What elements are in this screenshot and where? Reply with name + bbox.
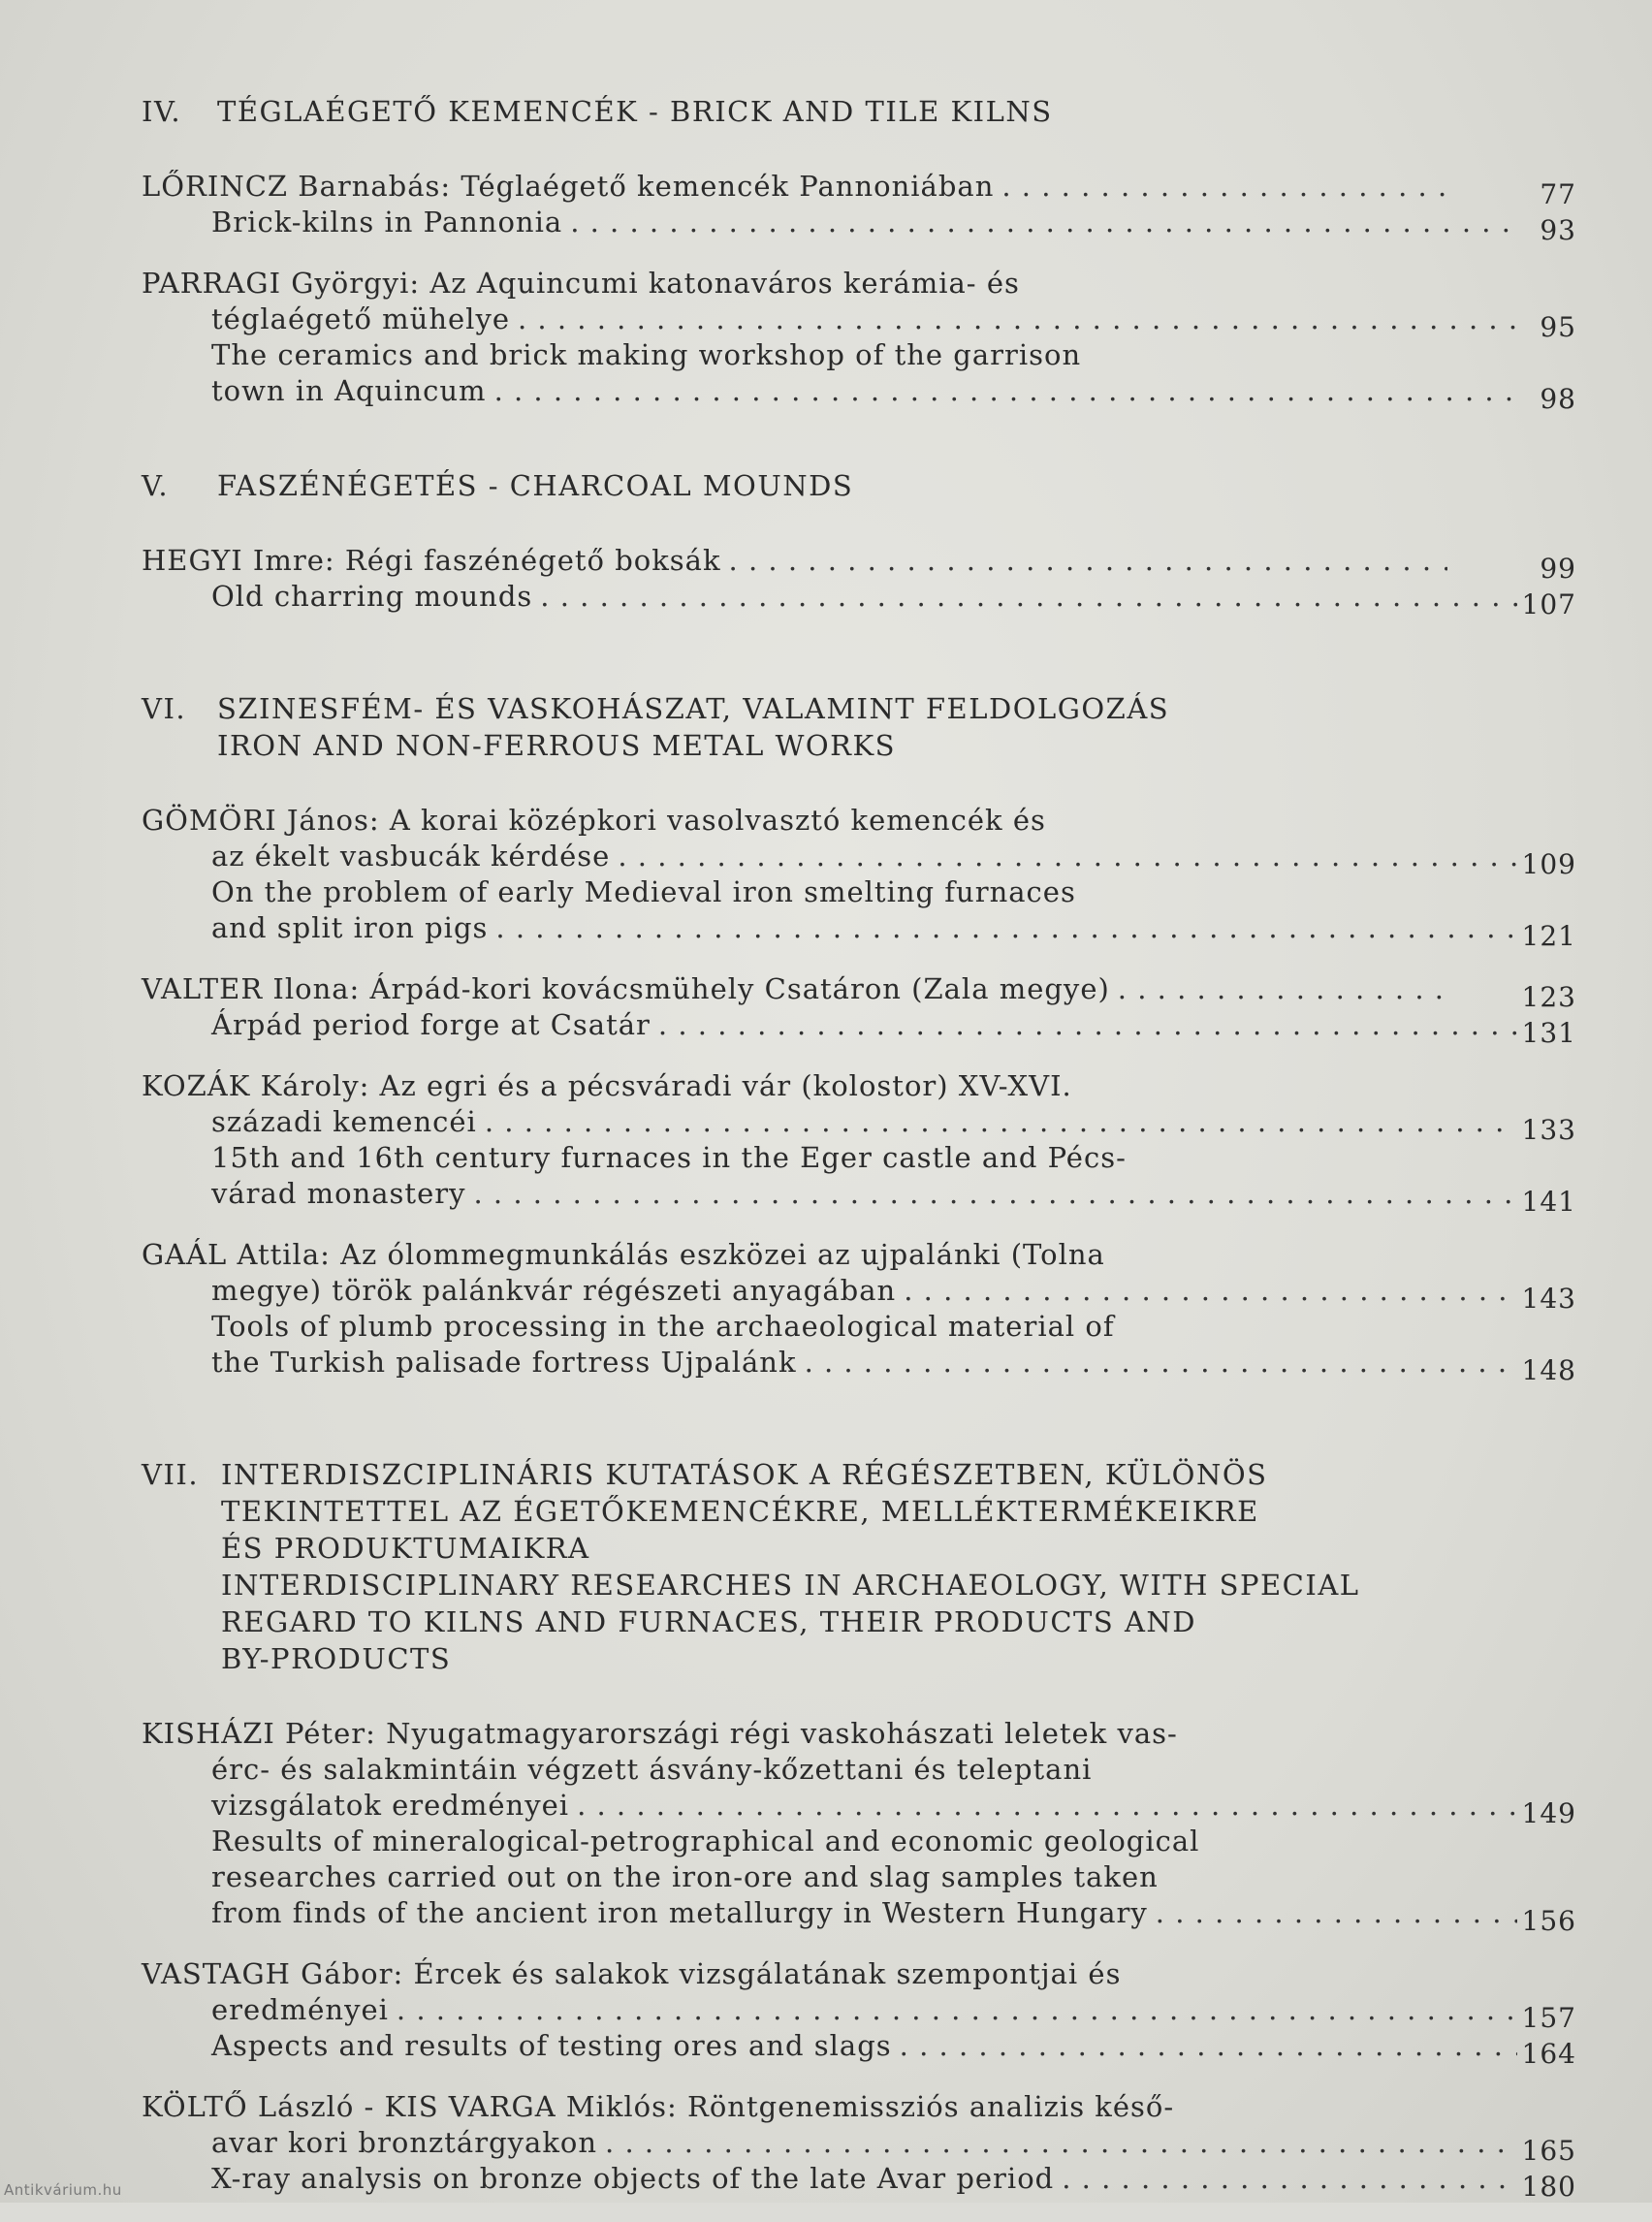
section-title-line: BY-PRODUCTS bbox=[221, 1642, 452, 1675]
toc-line bbox=[142, 169, 1576, 210]
toc-line bbox=[142, 1176, 1576, 1218]
toc-line bbox=[142, 1956, 1576, 1992]
entry-text: eredményei bbox=[211, 1993, 389, 2026]
entry-text: GÖMÖRI János: A korai középkori vasolvasztó kemencék és bbox=[142, 804, 1046, 837]
page-number: 143 bbox=[1521, 1283, 1576, 1315]
toc-line bbox=[142, 2089, 1576, 2125]
toc-line bbox=[142, 803, 1576, 839]
toc-section bbox=[142, 467, 1576, 620]
entry-text: PARRAGI Györgyi: Az Aquincumi katonaváros kerámia- és bbox=[142, 267, 1020, 300]
page-number: 141 bbox=[1521, 1186, 1576, 1218]
page-number: 98 bbox=[1540, 383, 1576, 415]
section-title-line: SZINESFÉM- ÉS VASKOHÁSZAT, VALAMINT FELDOLGOZÁS bbox=[217, 692, 1170, 725]
toc-line bbox=[142, 1824, 1576, 1859]
toc-line bbox=[142, 205, 1576, 246]
dot-leader bbox=[729, 543, 1447, 579]
toc-line bbox=[142, 971, 1576, 1013]
page-number: 109 bbox=[1521, 848, 1576, 880]
page-number: 121 bbox=[1521, 920, 1576, 952]
page-number: 149 bbox=[1521, 1797, 1576, 1829]
toc-line bbox=[142, 1859, 1576, 1895]
toc-section bbox=[142, 690, 1576, 1386]
toc-line bbox=[142, 543, 1576, 585]
entry-text: and split iron pigs bbox=[211, 911, 489, 944]
dot-leader bbox=[605, 2125, 1517, 2161]
entry-text: KOZÁK Károly: Az egri és a pécsváradi vár (kolostor) XV-XVI. bbox=[142, 1069, 1072, 1102]
toc-entry bbox=[142, 1716, 1576, 1937]
toc-line bbox=[142, 1140, 1576, 1176]
dot-leader bbox=[397, 1992, 1517, 2028]
table-of-contents bbox=[142, 93, 1576, 2222]
section-title-line: TÉGLAÉGETŐ KEMENCÉK - BRICK AND TILE KILNS bbox=[217, 95, 1053, 128]
toc-line bbox=[142, 874, 1576, 910]
section-number: VI. bbox=[142, 692, 187, 725]
page-number: 107 bbox=[1521, 588, 1576, 620]
watermark: Antikvárium.hu bbox=[4, 2181, 122, 2199]
toc-line bbox=[142, 1104, 1576, 1146]
toc-line bbox=[142, 1237, 1576, 1273]
toc-entry bbox=[142, 1068, 1576, 1218]
entry-text: századi kemencéi bbox=[211, 1105, 477, 1138]
section-title-line: REGARD TO KILNS AND FURNACES, THEIR PRODUCTS AND bbox=[221, 1605, 1197, 1638]
page-number: 77 bbox=[1540, 178, 1576, 210]
entry-text: vizsgálatok eredményei bbox=[211, 1789, 570, 1822]
entry-text: town in Aquincum bbox=[211, 374, 487, 407]
entry-text: Old charring mounds bbox=[211, 580, 533, 613]
entry-text: Árpád period forge at Csatár bbox=[211, 1008, 651, 1041]
page-number: 99 bbox=[1540, 553, 1576, 585]
toc-section bbox=[142, 1456, 1576, 2203]
toc-line bbox=[142, 839, 1576, 880]
section-title-line: ÉS PRODUKTUMAIKRA bbox=[221, 1532, 590, 1565]
page-number: 156 bbox=[1521, 1905, 1576, 1937]
toc-line bbox=[142, 2161, 1576, 2203]
section-title-line: INTERDISCIPLINARY RESEARCHES IN ARCHAEOLOGY, WITH SPECIAL bbox=[221, 1569, 1360, 1602]
page-number: 157 bbox=[1521, 2002, 1576, 2034]
section-title-line: TEKINTETTEL AZ ÉGETŐKEMENCÉKRE, MELLÉKTERMÉKEIKRE bbox=[221, 1495, 1259, 1528]
page-number: 164 bbox=[1521, 2038, 1576, 2070]
dot-leader bbox=[900, 2028, 1517, 2064]
entry-text: Results of mineralogical-petrographical and economic geological bbox=[211, 1825, 1200, 1857]
dot-leader bbox=[658, 1007, 1517, 1043]
toc-entry bbox=[142, 543, 1576, 620]
toc-line bbox=[142, 337, 1576, 373]
dot-leader bbox=[494, 373, 1517, 409]
dot-leader bbox=[805, 1345, 1517, 1381]
page-number: 180 bbox=[1521, 2171, 1576, 2203]
dot-leader bbox=[473, 1176, 1517, 1212]
entry-text: Brick-kilns in Pannonia bbox=[211, 206, 563, 238]
section-title-line: INTERDISZCIPLINÁRIS KUTATÁSOK A RÉGÉSZETBEN, KÜLÖNÖS bbox=[221, 1458, 1268, 1491]
dot-leader bbox=[577, 1788, 1517, 1824]
toc-line bbox=[142, 1309, 1576, 1345]
section-number: IV. bbox=[142, 95, 182, 128]
entry-text: várad monastery bbox=[211, 1177, 466, 1210]
toc-entry bbox=[142, 1237, 1576, 1386]
entry-text: KISHÁZI Péter: Nyugatmagyarországi régi vaskohászati leletek vas- bbox=[142, 1717, 1178, 1750]
page-number: 95 bbox=[1540, 311, 1576, 343]
section-title-line: IRON AND NON-FERROUS METAL WORKS bbox=[217, 729, 897, 762]
toc-entry bbox=[142, 266, 1576, 415]
entry-text: HEGYI Imre: Régi faszénégető boksák bbox=[142, 544, 721, 577]
entry-text: az ékelt vasbucák kérdése bbox=[211, 840, 611, 873]
toc-entry bbox=[142, 971, 1576, 1049]
entry-text: érc- és salakmintáin végzett ásvány-kőzettani és teleptani bbox=[211, 1753, 1093, 1786]
dot-leader bbox=[1001, 169, 1447, 205]
entry-text: KÖLTŐ László - KIS VARGA Miklós: Röntgenemissziós analizis késő- bbox=[142, 2090, 1175, 2123]
toc-line bbox=[142, 373, 1576, 415]
page-number: 148 bbox=[1521, 1354, 1576, 1386]
toc-line bbox=[142, 1788, 1576, 1829]
dot-leader bbox=[1156, 1895, 1517, 1931]
entry-text: VALTER Ilona: Árpád-kori kovácsmühely Csatáron (Zala megye) bbox=[142, 972, 1110, 1005]
toc-line bbox=[142, 2125, 1576, 2167]
entry-text: the Turkish palisade fortress Ujpalánk bbox=[211, 1346, 797, 1379]
toc-line bbox=[142, 266, 1576, 302]
entry-text: researches carried out on the iron-ore and slag samples taken bbox=[211, 1860, 1159, 1893]
toc-line bbox=[142, 1068, 1576, 1104]
entry-text: Tools of plumb processing in the archaeological material of bbox=[211, 1310, 1115, 1343]
toc-line bbox=[142, 1273, 1576, 1315]
dot-leader bbox=[540, 579, 1517, 615]
section-number: VII. bbox=[142, 1458, 200, 1491]
toc-entry bbox=[142, 1956, 1576, 2070]
toc-line bbox=[142, 1716, 1576, 1752]
entry-text: X-ray analysis on bronze objects of the late Avar period bbox=[211, 2162, 1055, 2195]
section-heading bbox=[142, 1456, 1576, 1677]
entry-text: avar kori bronztárgyakon bbox=[211, 2126, 598, 2159]
page-number: 133 bbox=[1521, 1114, 1576, 1146]
toc-line bbox=[142, 579, 1576, 620]
entry-text: 15th and 16th century furnaces in the Eger castle and Pécs- bbox=[211, 1141, 1127, 1174]
entry-text: The ceramics and brick making workshop of the garrison bbox=[211, 338, 1082, 371]
page-number: 93 bbox=[1540, 214, 1576, 246]
dot-leader bbox=[570, 205, 1517, 240]
entry-text: LŐRINCZ Barnabás: Téglaégető kemencék Pannoniában bbox=[142, 170, 995, 203]
toc-line bbox=[142, 1752, 1576, 1788]
page-number: 123 bbox=[1521, 981, 1576, 1013]
toc-line bbox=[142, 1007, 1576, 1049]
toc-entry bbox=[142, 2089, 1576, 2203]
dot-leader bbox=[1118, 971, 1447, 1007]
entry-text: Aspects and results of testing ores and slags bbox=[211, 2029, 892, 2062]
section-number: V. bbox=[142, 469, 170, 502]
dot-leader bbox=[904, 1273, 1517, 1309]
entry-text: VASTAGH Gábor: Ércek és salakok vizsgálatának szempontjai és bbox=[142, 1957, 1122, 1990]
page-number: 131 bbox=[1521, 1017, 1576, 1049]
entry-text: On the problem of early Medieval iron smelting furnaces bbox=[211, 875, 1076, 908]
dot-leader bbox=[518, 302, 1517, 337]
entry-text: téglaégető mühelye bbox=[211, 302, 510, 335]
toc-line bbox=[142, 302, 1576, 343]
dot-leader bbox=[1062, 2161, 1517, 2197]
dot-leader bbox=[485, 1104, 1517, 1140]
entry-text: from finds of the ancient iron metallurgy in Western Hungary bbox=[211, 1896, 1148, 1929]
toc-entry bbox=[142, 803, 1576, 952]
entry-text: megye) török palánkvár régészeti anyagában bbox=[211, 1274, 897, 1307]
toc-line bbox=[142, 2028, 1576, 2070]
section-heading bbox=[142, 93, 1576, 130]
toc-entry bbox=[142, 169, 1576, 246]
section-title-line: FASZÉNÉGETÉS - CHARCOAL MOUNDS bbox=[217, 469, 854, 502]
page-number: 165 bbox=[1521, 2135, 1576, 2167]
entry-text: GAÁL Attila: Az ólommegmunkálás eszközei az ujpalánki (Tolna bbox=[142, 1238, 1105, 1271]
section-heading bbox=[142, 690, 1576, 764]
dot-leader bbox=[495, 910, 1517, 946]
toc-line bbox=[142, 1895, 1576, 1937]
toc-line bbox=[142, 1992, 1576, 2034]
dot-leader bbox=[618, 839, 1517, 874]
section-heading bbox=[142, 467, 1576, 504]
toc-line bbox=[142, 1345, 1576, 1386]
toc-section bbox=[142, 93, 1576, 415]
toc-line bbox=[142, 910, 1576, 952]
